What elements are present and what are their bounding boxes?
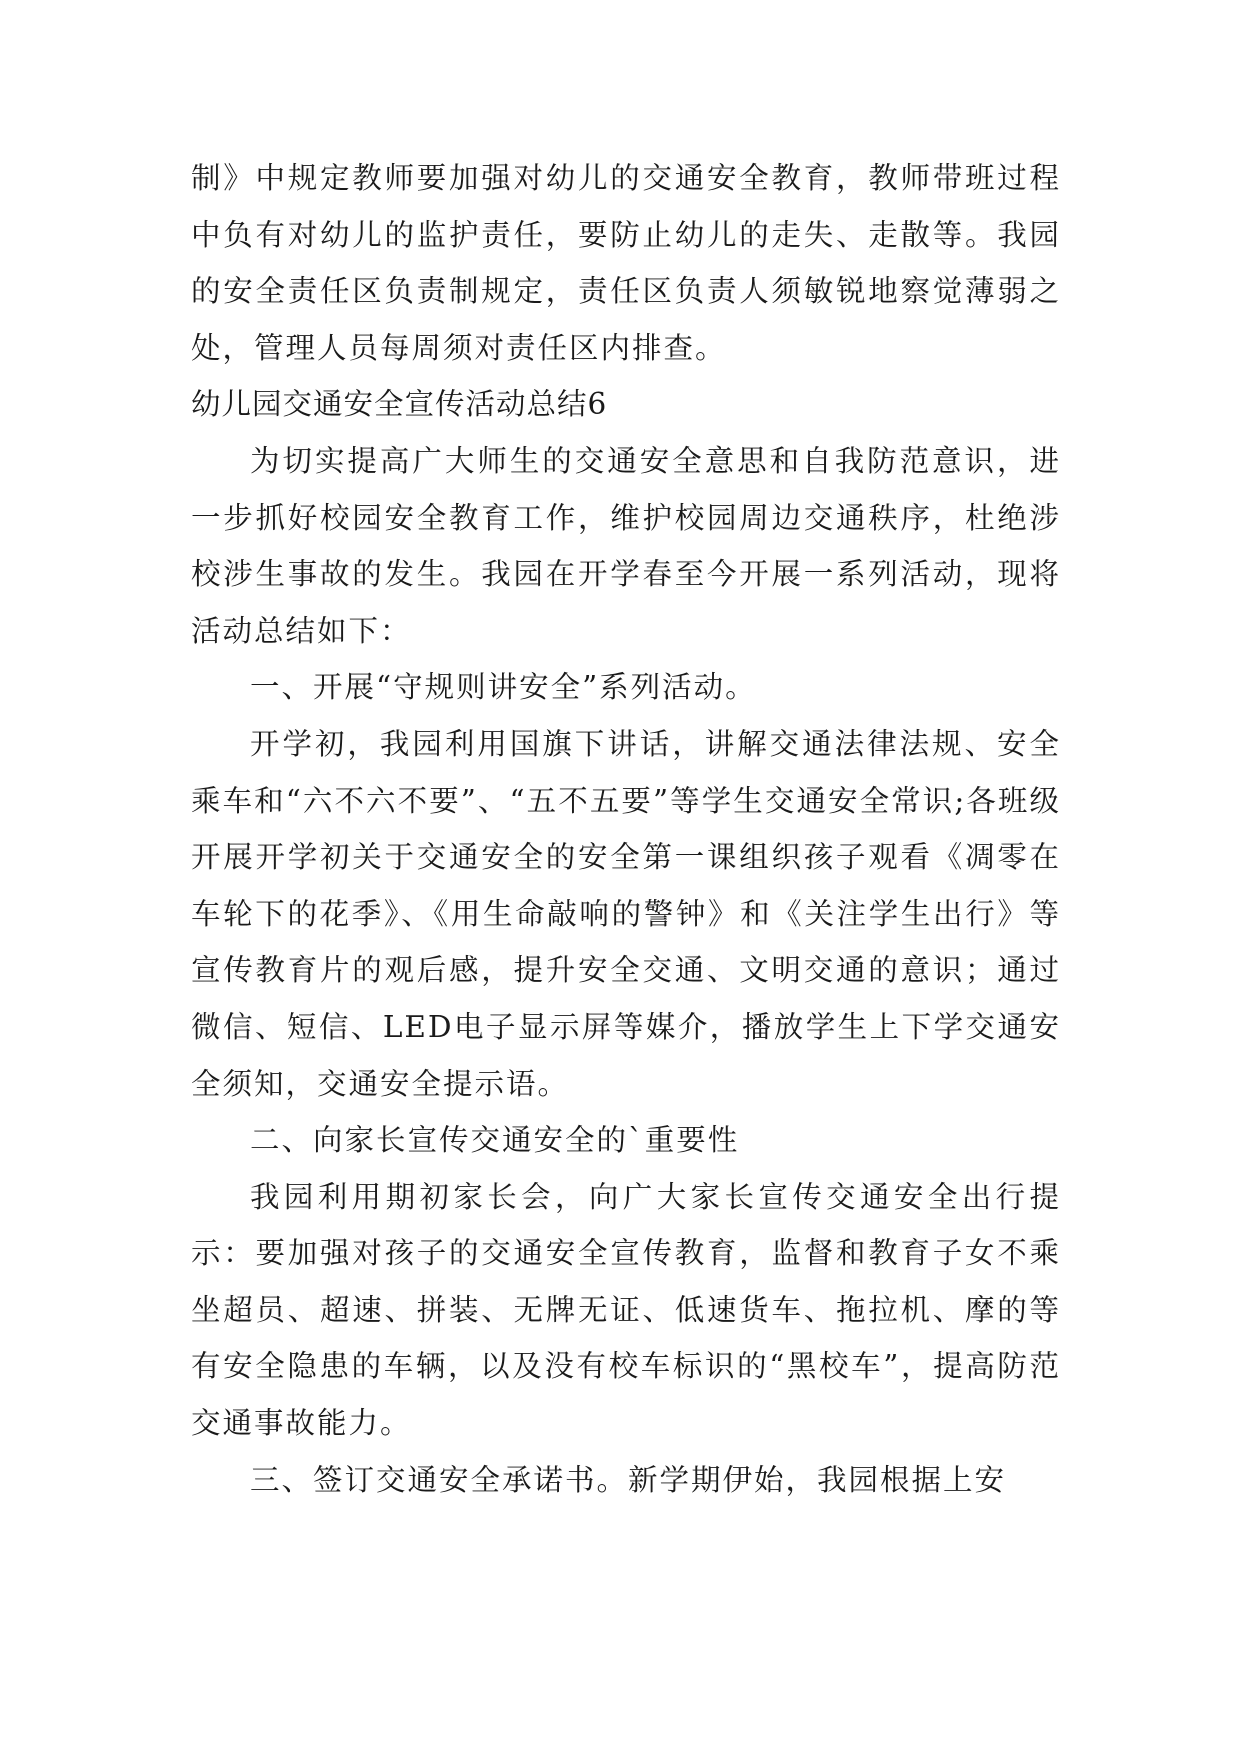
paragraph-activities: 开学初，我园利用国旗下讲话，讲解交通法律法规、安全乘车和“六不六不要”、“五不五要”等学生交通安全常识;各班级开展开学初关于交通安全的安全第一课组织孩子观看《凋零在车轮下的花季》、《用生命敲响的警钟》和《关注学生出行》等宣传教育片的观后感，提升安全交通、文明交通的意识；通过微信、短信、LED电子显示屏等媒介，播放学生上下学交通安全须知，交通安全提示语。 [191,726,1061,1101]
section-title: 幼儿园交通安全宣传活动总结6 [191,387,608,422]
subheading-two: 二、向家长宣传交通安全的`重要性 [250,1123,740,1158]
paragraph-continued: 制》中规定教师要加强对幼儿的交通安全教育，教师带班过程中负有对幼儿的监护责任，要防止幼儿的走失、走散等。我园的安全责任区负责制规定，责任区负责人须敏锐地察觉薄弱之处，管理人员每周须对责任区内排查。 [191,161,1061,365]
paragraph-intro: 为切实提高广大师生的交通安全意思和自我防范意识，进一步抓好校园安全教育工作，维护校园周边交通秩序，杜绝涉校涉生事故的发生。我园在开学春至今开展一系列活动，现将活动总结如下： [191,443,1061,648]
document-body [191,150,1061,1508]
paragraph-pledge: 三、签订交通安全承诺书。新学期伊始，我园根据上安 [250,1462,1007,1497]
subheading-one: 一、开展“守规则讲安全”系列活动。 [250,670,757,705]
paragraph-parents: 我园利用期初家长会，向广大家长宣传交通安全出行提示：要加强对孩子的交通安全宣传教育，监督和教育子女不乘坐超员、超速、拼装、无牌无证、低速货车、拖拉机、摩的等有安全隐患的车辆，以及没有校车标识的“黑校车”，提高防范交通事故能力。 [191,1179,1061,1441]
